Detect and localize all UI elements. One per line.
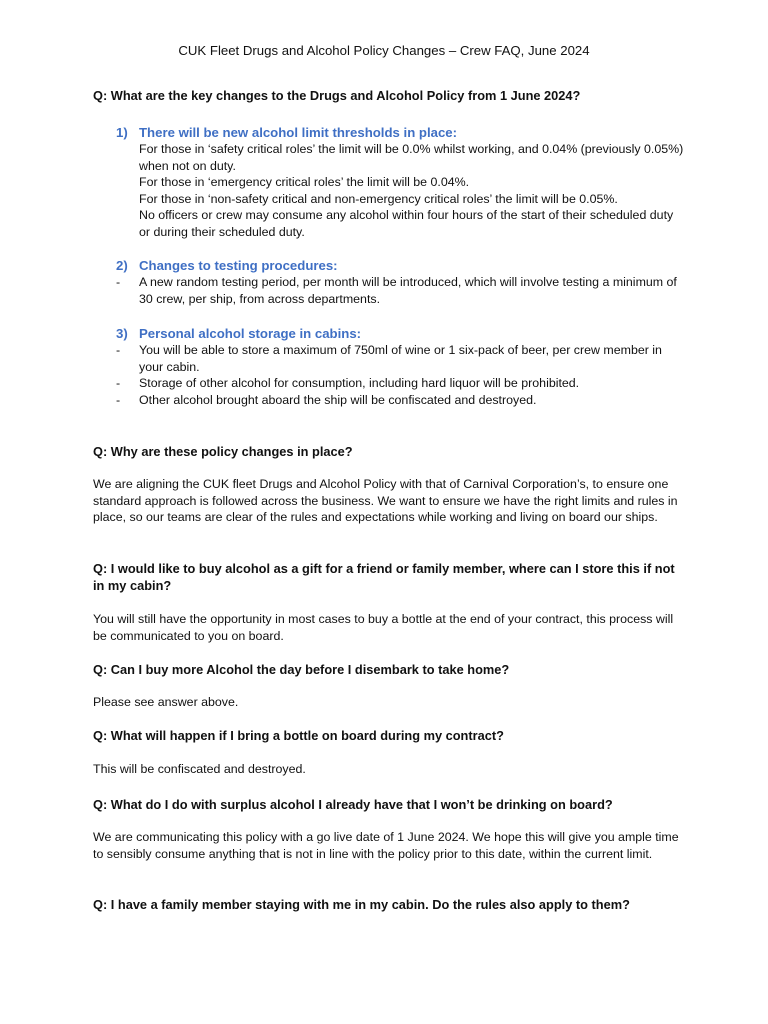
faq-question-family-member: Q: I have a family member staying with me in my cabin. Do the rules also apply to them? bbox=[93, 897, 630, 912]
list-item-text: You will be able to store a maximum of 750ml of wine or 1 six-pack of beer, per crew member in your cabin. bbox=[139, 343, 662, 374]
section-heading-text: Changes to testing procedures: bbox=[139, 258, 338, 273]
limit-line-duty-hours: No officers or crew may consume any alcohol within four hours of the start of their scheduled duty or during their scheduled duty. bbox=[139, 208, 674, 239]
section-number: 2) bbox=[116, 258, 128, 273]
section-heading-testing bbox=[116, 257, 676, 274]
limit-line-safety-critical: For those in ‘safety critical roles’ the limit will be 0.0% whilst working, and 0.04% (previously 0.05%) when not on duty. bbox=[139, 142, 684, 173]
faq-question-why-changes: Q: Why are these policy changes in place? bbox=[93, 444, 353, 459]
list-item-text: Storage of other alcohol for consumption, including hard liquor will be prohibited. bbox=[139, 376, 580, 391]
section-heading-text: Personal alcohol storage in cabins: bbox=[139, 326, 362, 341]
list-item-text: Other alcohol brought aboard the ship will be confiscated and destroyed. bbox=[139, 392, 537, 407]
faq-answer-surplus-alcohol: We are communicating this policy with a go live date of 1 June 2024. We hope this will give you ample time to sensibly consume anything that is not in line with the policy prior to this date, within the current limit. bbox=[93, 830, 679, 861]
list-item bbox=[116, 342, 686, 375]
limit-line-emergency-critical: For those in ‘emergency critical roles’ the limit will be 0.04%. bbox=[139, 175, 470, 190]
faq-answer-bring-bottle: This will be confiscated and destroyed. bbox=[93, 762, 306, 776]
bullet-dash: - bbox=[116, 343, 121, 357]
section-heading-text: There will be new alcohol limit thresholds in place: bbox=[139, 125, 458, 140]
section-number: 1) bbox=[116, 125, 128, 140]
cabin-storage-bullet-list bbox=[116, 342, 686, 408]
faq-answer-buy-before-disembark: Please see answer above. bbox=[93, 695, 239, 709]
document-title: CUK Fleet Drugs and Alcohol Policy Changes – Crew FAQ, June 2024 bbox=[178, 43, 590, 58]
list-item bbox=[116, 392, 686, 409]
bullet-dash: - bbox=[116, 392, 121, 407]
section-heading-alcohol-limits bbox=[116, 124, 676, 141]
section-number: 3) bbox=[116, 326, 128, 341]
list-item bbox=[116, 375, 686, 392]
list-item bbox=[116, 274, 686, 307]
faq-question-buy-before-disembark: Q: Can I buy more Alcohol the day before I disembark to take home? bbox=[93, 662, 510, 677]
limit-line-non-critical: For those in ‘non-safety critical and non-emergency critical roles’ the limit will be 0.05%. bbox=[139, 191, 618, 206]
testing-bullet-list bbox=[116, 274, 686, 307]
section-heading-cabin-storage bbox=[116, 325, 676, 342]
alcohol-limits-body bbox=[139, 141, 684, 241]
bullet-dash: - bbox=[116, 376, 121, 391]
faq-question-key-changes: Q: What are the key changes to the Drugs and Alcohol Policy from 1 June 2024? bbox=[93, 88, 581, 103]
faq-question-bring-bottle: Q: What will happen if I bring a bottle on board during my contract? bbox=[93, 728, 504, 743]
list-item-text: A new random testing period, per month will be introduced, which will involve testing a minimum of 30 crew, per ship, from across departments. bbox=[139, 275, 677, 306]
bullet-dash: - bbox=[116, 275, 121, 289]
faq-question-surplus-alcohol: Q: What do I do with surplus alcohol I already have that I won’t be drinking on board? bbox=[93, 797, 613, 812]
faq-question-gift-alcohol: Q: I would like to buy alcohol as a gift for a friend or family member, where can I store this if not in my cabin? bbox=[93, 561, 675, 593]
faq-answer-why-changes: We are aligning the CUK fleet Drugs and Alcohol Policy with that of Carnival Corporation’s, to ensure one standard approach is followed across the business. We want to ensure we have the right limits and rules in place, so our teams are clear of the rules and expectations while working and living on board our ships. bbox=[93, 477, 678, 525]
faq-answer-gift-alcohol: You will still have the opportunity in most cases to buy a bottle at the end of your contract, this process will be communicated to you on board. bbox=[93, 612, 674, 643]
